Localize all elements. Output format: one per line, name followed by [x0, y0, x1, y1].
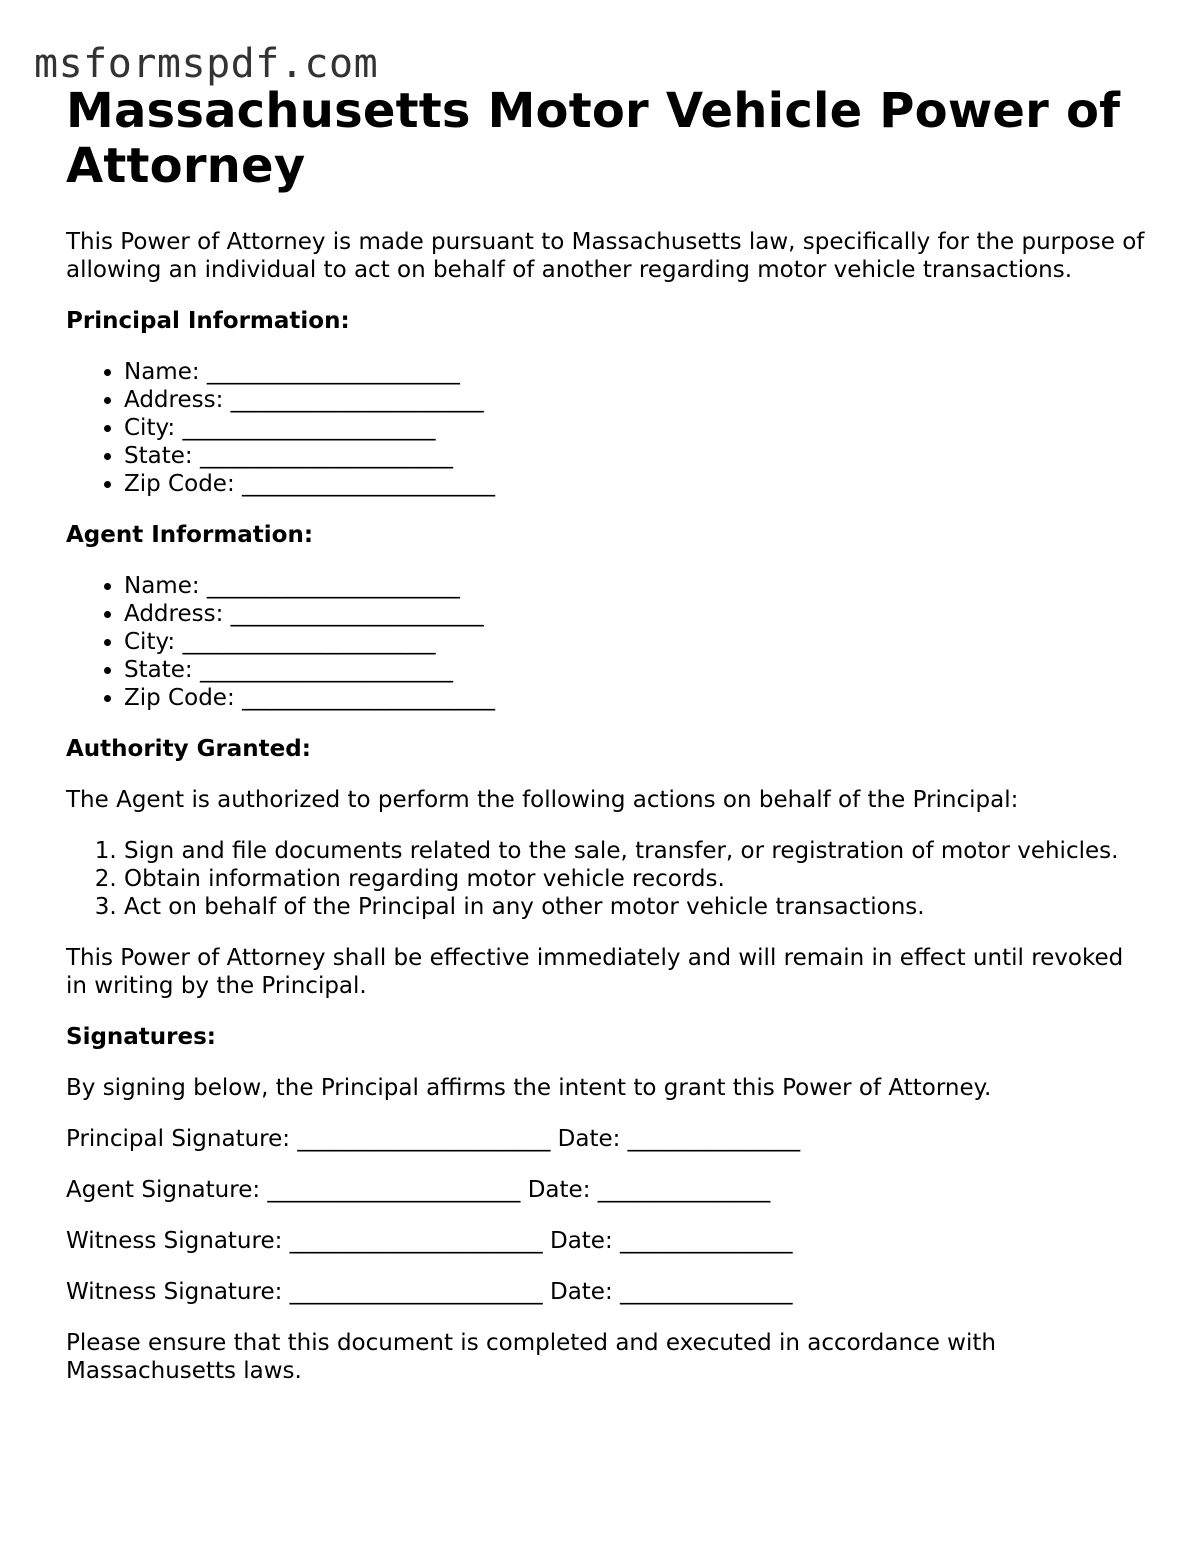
document-title: Massachusetts Motor Vehicle Power of Attorney [66, 83, 1121, 194]
principal-name-field: • Name: ______________________ [124, 358, 1146, 386]
witness-signature-line: Witness Signature: ______________________ Date: _______________ [66, 1228, 793, 1254]
agent-name-field: • Name: ______________________ [124, 572, 1146, 600]
agent-signature-line: Agent Signature: ______________________ Date: _______________ [66, 1177, 771, 1203]
principal-state-field: • State: ______________________ [124, 442, 1146, 470]
principal-signature-line: Principal Signature: ______________________ Date: _______________ [66, 1126, 801, 1152]
authority-heading: Authority Granted: [66, 736, 311, 762]
agent-heading: Agent Information: [66, 522, 314, 548]
authority-item: 3. Act on behalf of the Principal in any other motor vehicle transactions. [124, 893, 1146, 921]
signatures-lead: By signing below, the Principal affirms the intent to grant this Power of Attorney. [66, 1075, 992, 1101]
agent-fields-list [66, 572, 1146, 712]
principal-city-field: • City: ______________________ [124, 414, 1146, 442]
authority-item: 2. Obtain information regarding motor vehicle records. [124, 865, 1146, 893]
intro-paragraph: This Power of Attorney is made pursuant to Massachusetts law, specifically for the purpose of allowing an individual to act on behalf of another regarding motor vehicle transactions. [66, 229, 1145, 283]
principal-zip-field: • Zip Code: ______________________ [124, 470, 1146, 498]
site-watermark: msformspdf.com [34, 41, 379, 87]
closing-paragraph: Please ensure that this document is completed and executed in accordance with Massachusetts laws. [66, 1330, 996, 1384]
agent-address-field: • Address: ______________________ [124, 600, 1146, 628]
agent-state-field: • State: ______________________ [124, 656, 1146, 684]
authority-lead: The Agent is authorized to perform the following actions on behalf of the Principal: [66, 787, 1019, 813]
agent-city-field: • City: ______________________ [124, 628, 1146, 656]
principal-fields-list [66, 358, 1146, 498]
authority-item: 1. Sign and file documents related to the sale, transfer, or registration of motor vehicles. [124, 837, 1146, 865]
witness-signature-line: Witness Signature: ______________________ Date: _______________ [66, 1279, 793, 1305]
signatures-heading: Signatures: [66, 1024, 217, 1050]
authority-list [66, 837, 1146, 921]
principal-address-field: • Address: ______________________ [124, 386, 1146, 414]
agent-zip-field: • Zip Code: ______________________ [124, 684, 1146, 712]
effect-paragraph: This Power of Attorney shall be effective immediately and will remain in effect until revoked in writing by the Principal. [66, 945, 1124, 999]
principal-heading: Principal Information: [66, 308, 350, 334]
document-body [66, 84, 1146, 1408]
